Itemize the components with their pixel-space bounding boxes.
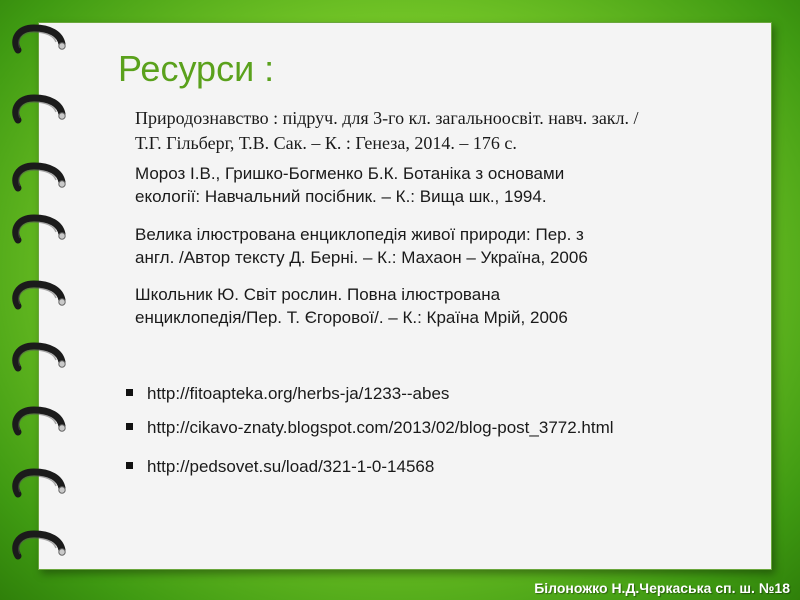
slide-footer: Білоножко Н.Д.Черкаська сп. ш. №18	[534, 580, 790, 596]
reference-line: англ. /Автор тексту Д. Берні. – К.: Махаон – Україна, 2006	[135, 248, 588, 267]
reference-line: Природознавство : підруч. для 3-го кл. загальноосвіт. навч. закл. /	[135, 108, 639, 128]
notebook-ring-icon	[10, 466, 70, 502]
notebook-ring-icon	[10, 528, 70, 564]
reference-line: енциклопедія/Пер. Т. Єгорової/. – К.: Країна Мрій, 2006	[135, 308, 568, 327]
notebook-ring-icon	[10, 160, 70, 196]
notebook-ring-icon	[10, 278, 70, 314]
link-url[interactable]: http://pedsovet.su/load/321-1-0-14568	[147, 457, 435, 476]
reference-item	[108, 283, 728, 329]
link-url[interactable]: http://fitoapteka.org/herbs-ja/1233--abes	[147, 384, 450, 403]
notebook-ring-icon	[10, 212, 70, 248]
bullet-square-icon	[126, 423, 133, 430]
reference-item	[108, 223, 728, 269]
reference-line: Велика ілюстрована енциклопедія живої природи: Пер. з	[135, 225, 584, 244]
reference-item	[108, 162, 728, 208]
bullet-square-icon	[126, 462, 133, 469]
link-url[interactable]: http://cikavo-znaty.blogspot.com/2013/02/blog-post_3772.html	[147, 418, 614, 437]
link-item[interactable]	[126, 457, 434, 477]
notebook-ring-icon	[10, 92, 70, 128]
reference-line: Т.Г. Гільберг, Т.В. Сак. – К. : Генеза, 2014. – 176 с.	[135, 133, 517, 153]
notebook-ring-icon	[10, 404, 70, 440]
reference-line: Мороз І.В., Гришко-Богменко Б.К. Ботаніка з основами	[135, 164, 565, 183]
link-item[interactable]	[126, 418, 614, 438]
reference-item	[108, 106, 728, 156]
reference-line: екології: Навчальний посібник. – К.: Вища шк., 1994.	[135, 187, 547, 206]
bullet-square-icon	[126, 389, 133, 396]
link-item[interactable]	[126, 384, 449, 404]
notebook-ring-icon	[10, 340, 70, 376]
notebook-ring-icon	[10, 22, 70, 58]
reference-line: Школьник Ю. Світ рослин. Повна ілюстрована	[135, 285, 501, 304]
slide-title: Ресурси :	[118, 48, 275, 89]
